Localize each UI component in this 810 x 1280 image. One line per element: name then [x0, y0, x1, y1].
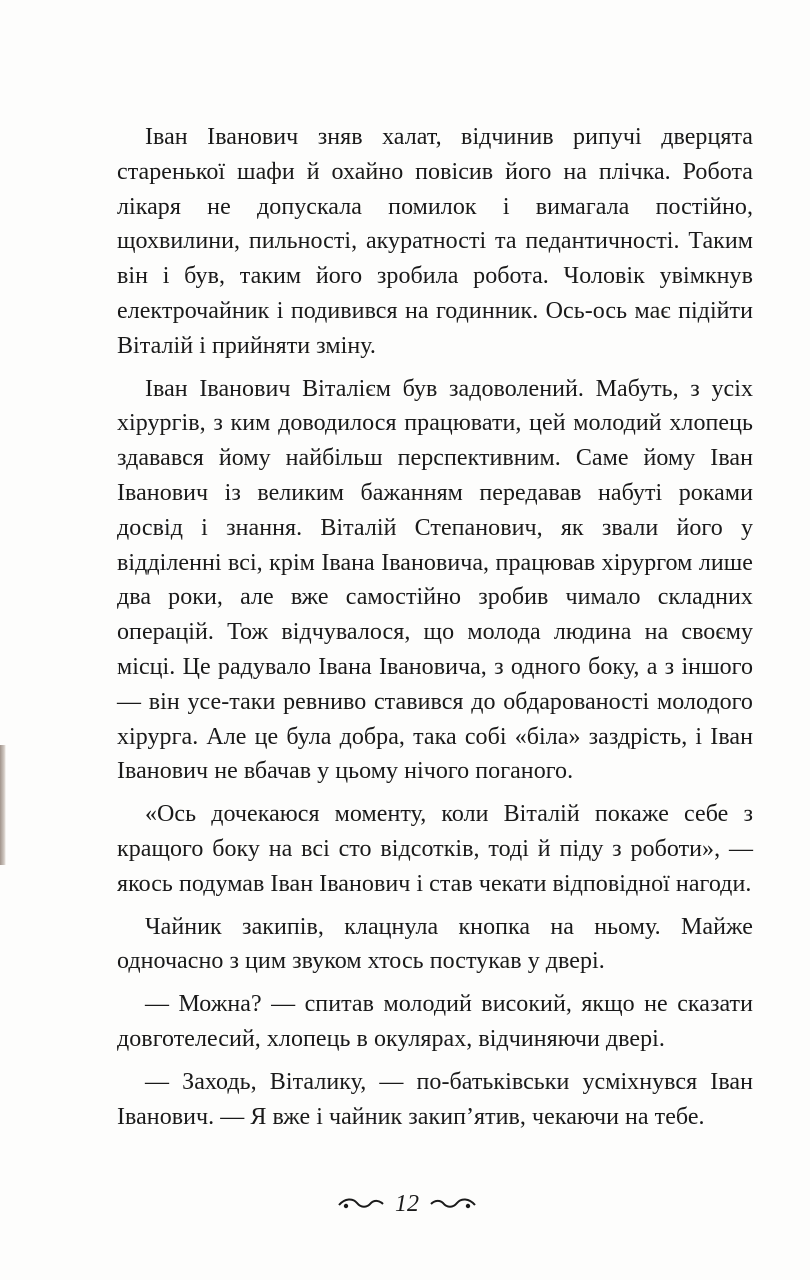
paragraph: Іван Іванович зняв халат, відчинив рипучі дверцята старенької шафи й охайно повісив його на плічка. Робота лікаря не допускала помилок і вимагала постійно, щохвилини, пильності, акуратності та педантичності. Таким він і був, таким його зробила робота. Чоловік увімкнув електрочайник і подивився на годинник. Ось-ось має підійти Віталій і прийняти зміну. — [117, 124, 753, 359]
page-number-footer — [0, 1184, 810, 1224]
paragraph: Чайник закипів, клацнула кнопка на ньому. Майже одночасно з цим звуком хтось постукав у двері. — [117, 913, 753, 975]
body-text — [117, 120, 753, 1134]
page-edge-shadow — [0, 745, 6, 865]
page-number: 12 — [395, 1190, 419, 1217]
paragraph: — Заходь, Віталику, — по-батьківськи усміхнувся Іван Іванович. — Я вже і чайник закип’ятив, чекаючи на тебе. — [117, 1068, 753, 1130]
paragraph: «Ось дочекаюся моменту, коли Віталій покаже себе з кращого боку на всі сто відсотків, тоді й піду з роботи», — якось подумав Іван Іванович і став чекати відповідної нагоди. — [117, 801, 753, 897]
paragraph: Іван Іванович Віталієм був задоволений. Мабуть, з усіх хірургів, з ким доводилося працювати, цей молодий хлопець здавався йому найбільш перспективним. Саме йому Іван Іванович із великим бажанням передавав набуті роками досвід і знання. Віталій Степанович, як звали його у відділенні всі, крім Івана Івановича, працював хірургом лише два роки, але вже самостійно зробив чимало складних операцій. Тож відчувалося, що молода людина на своєму місці. Це радувало Івана Івановича, з одного боку, а з іншого — він усе-таки ревниво ставився до обдарованості молодого хірурга. Але це була добра, така собі «біла» заздрість, і Іван Іванович не вбачав у цьому нічого поганого. — [117, 375, 753, 785]
right-flourish-icon — [429, 1196, 477, 1212]
left-flourish-icon — [337, 1196, 385, 1212]
paragraph: — Можна? — спитав молодий високий, якщо не сказати довготелесий, хлопець в окулярах, відчиняючи двері. — [117, 991, 753, 1052]
